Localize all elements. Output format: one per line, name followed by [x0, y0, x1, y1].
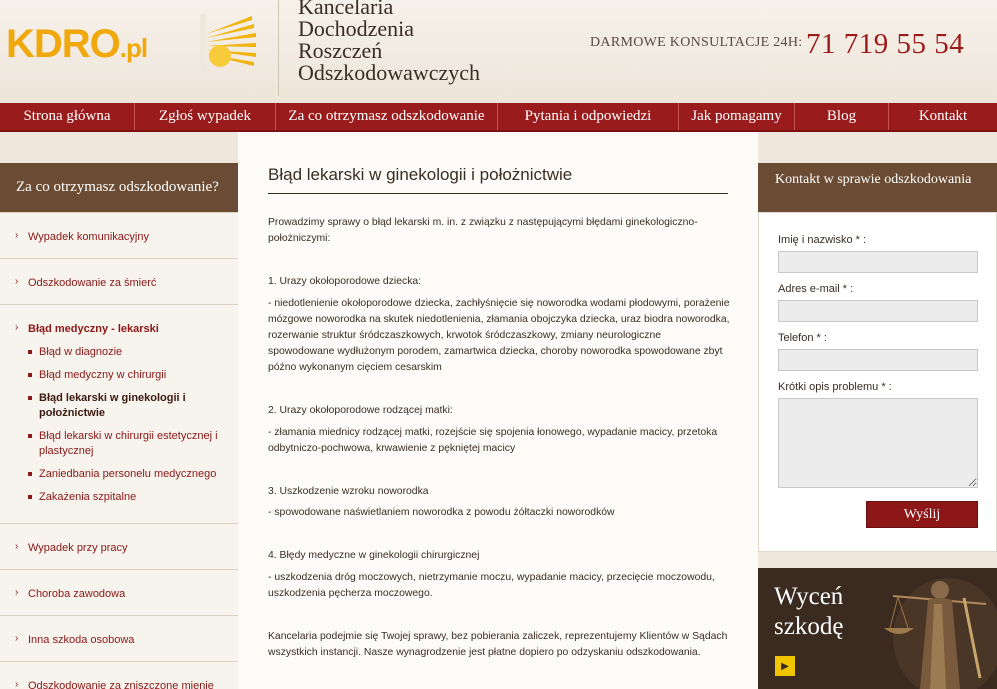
- right-column: [758, 163, 997, 689]
- contact-form: [758, 212, 997, 552]
- sidebar-item[interactable]: [0, 569, 238, 615]
- firm-title-line: Roszczeń: [298, 38, 383, 63]
- arrow-right-icon[interactable]: ▶: [775, 656, 795, 676]
- phone-field[interactable]: [778, 349, 978, 371]
- bullet-icon: [28, 495, 32, 499]
- main-content: [238, 132, 758, 689]
- bullet-icon: [28, 472, 32, 476]
- nav-how-we-help[interactable]: Jak pomagamy: [679, 103, 795, 130]
- sidebar-subitem[interactable]: Błąd w diagnozie: [39, 346, 123, 358]
- site-logo[interactable]: [6, 22, 147, 67]
- sidebar-item-label[interactable]: Wypadek przy pracy: [28, 542, 128, 554]
- email-label: Adres e-mail * :: [778, 283, 854, 295]
- consultation-label: DARMOWE KONSULTACJE 24H:: [590, 35, 803, 50]
- bullet-icon: [28, 350, 32, 354]
- logo-suffix: .pl: [119, 33, 148, 63]
- sidebar-subitem[interactable]: Błąd lekarski w chirurgii estetycznej i plastycznej: [39, 430, 218, 457]
- sidebar-item-label[interactable]: Choroba zawodowa: [28, 588, 126, 600]
- nav-faq[interactable]: Pytania i odpowiedzi: [498, 103, 679, 130]
- sidebar-subitem-active[interactable]: Błąd lekarski w ginekologii i położnictwie: [39, 392, 186, 419]
- nav-contact[interactable]: Kontakt: [918, 108, 968, 124]
- section-heading: 1. Urazy okołoporodowe dziecka:: [268, 276, 422, 287]
- valuation-line: szkodę: [774, 613, 844, 640]
- bullet-icon: [28, 373, 32, 377]
- title-divider: [268, 193, 728, 194]
- sidebar-item-active[interactable]: [0, 304, 238, 517]
- paragraph: - spowodowane naświetlaniem noworodka z powodu żółtaczki noworodków: [268, 507, 615, 518]
- contact-form-heading: Kontakt w sprawie odszkodowania: [758, 163, 997, 212]
- sidebar-item[interactable]: [0, 661, 238, 689]
- phone-number[interactable]: 71 719 55 54: [806, 28, 965, 60]
- paragraph: - niedotlenienie okołoporodowe dziecka, zachłyśnięcie się noworodka wodami płodowymi, porażenie mózgowe noworodka na skutek niedotlenienia, złamania obojczyka dziecka, uraz biodra noworodka, rozerwanie struktur śródczaszkowych, krwotok śródczaszkowy, zmiany neurologiczne spowodowane wydłużonym porodem, zamartwica dziecka, choroby noworodka spowodowane zbyt późno wykonanym cięciem cesarskim: [268, 298, 730, 373]
- paragraph: Kancelaria podejmie się Twojej sprawy, bez pobierania zaliczek, reprezentujemy Klientów w Sądach wszystkich instancji. Nasze wynagrodzenie jest płatne dopiero po odzyskaniu odszkodowania.: [268, 631, 728, 658]
- justice-statue-image: [868, 568, 997, 689]
- email-field[interactable]: [778, 300, 978, 322]
- arrow-icon: ›: [15, 276, 19, 287]
- sidebar-item-label[interactable]: Inna szkoda osobowa: [28, 634, 135, 646]
- sidebar-item-label[interactable]: Wypadek komunikacyjny: [28, 231, 149, 243]
- arrow-icon: ›: [15, 679, 19, 689]
- sidebar: [0, 163, 238, 689]
- section-heading: 2. Urazy okołoporodowe rodzącej matki:: [268, 405, 453, 416]
- name-field[interactable]: [778, 251, 978, 273]
- sidebar-item-label[interactable]: Odszkodowanie za śmierć: [28, 277, 157, 289]
- header-divider: [278, 0, 279, 96]
- main-nav: [0, 103, 997, 132]
- sidebar-heading: Za co otrzymasz odszkodowanie?: [0, 163, 238, 212]
- sidebar-item[interactable]: [0, 258, 238, 304]
- sidebar-item[interactable]: [0, 212, 238, 258]
- nav-blog[interactable]: Blog: [795, 103, 889, 130]
- arrow-icon: ›: [15, 230, 19, 241]
- name-label: Imię i nazwisko * :: [778, 234, 867, 246]
- nav-compensation[interactable]: Za co otrzymasz odszkodowanie: [276, 103, 498, 130]
- firm-title-line: Odszkodowawczych: [298, 60, 481, 85]
- nav-home[interactable]: Strona główna: [0, 103, 135, 130]
- logo-text: KDRO: [6, 22, 120, 66]
- section-heading: 4. Błędy medyczne w ginekologii chirurgicznej: [268, 550, 480, 561]
- sidebar-subitem[interactable]: Zakażenia szpitalne: [39, 491, 137, 503]
- paragraph: - uszkodzenia dróg moczowych, nietrzymanie moczu, wypadanie macicy, przecięcie moczowodu, uszkodzenia pęcherza moczowego.: [268, 572, 715, 599]
- sidebar-item-label[interactable]: Odszkodowanie za zniszczone mienie: [28, 680, 214, 689]
- valuation-text: [774, 582, 843, 642]
- page-title: Błąd lekarski w ginekologii i położnictwie: [268, 165, 573, 184]
- arrow-icon: ›: [15, 587, 19, 598]
- sidebar-item[interactable]: [0, 615, 238, 661]
- paragraph: - złamania miednicy rodzącej matki, rozejście się spojenia łonowego, wypadanie macicy, przetoka odbytniczo-pochwowa, krwawienie z pękniętej macicy: [268, 427, 718, 454]
- firm-title-line: Kancelaria: [298, 0, 394, 19]
- firm-title-line: Dochodzenia: [298, 16, 415, 41]
- arrow-icon: ›: [15, 541, 19, 552]
- bullet-icon: [28, 396, 32, 400]
- send-button[interactable]: Wyślij: [866, 501, 978, 528]
- sun-logo-icon: [200, 14, 258, 72]
- paragraph: Prowadzimy sprawy o błąd lekarski m. in. z związku z następującymi błędami ginekologiczno-położniczymi:: [268, 217, 698, 244]
- valuation-banner[interactable]: [758, 568, 997, 689]
- phone-label: Telefon * :: [778, 332, 827, 344]
- sidebar-subitem[interactable]: Błąd medyczny w chirurgii: [39, 369, 167, 381]
- valuation-line: Wyceń: [774, 583, 844, 610]
- arrow-icon: ›: [15, 322, 19, 333]
- sidebar-subitem[interactable]: Zaniedbania personelu medycznego: [39, 468, 217, 480]
- firm-title: [298, 0, 558, 84]
- sidebar-item[interactable]: [0, 523, 238, 569]
- arrow-icon: ›: [15, 633, 19, 644]
- description-label: Krótki opis problemu * :: [778, 381, 892, 393]
- bullet-icon: [28, 434, 32, 438]
- section-heading: 3. Uszkodzenie wzroku noworodka: [268, 486, 429, 497]
- sidebar-item-label[interactable]: Błąd medyczny - lekarski: [28, 323, 159, 335]
- description-field[interactable]: [778, 398, 978, 488]
- site-header: [0, 0, 997, 103]
- nav-report-accident[interactable]: Zgłoś wypadek: [135, 103, 276, 130]
